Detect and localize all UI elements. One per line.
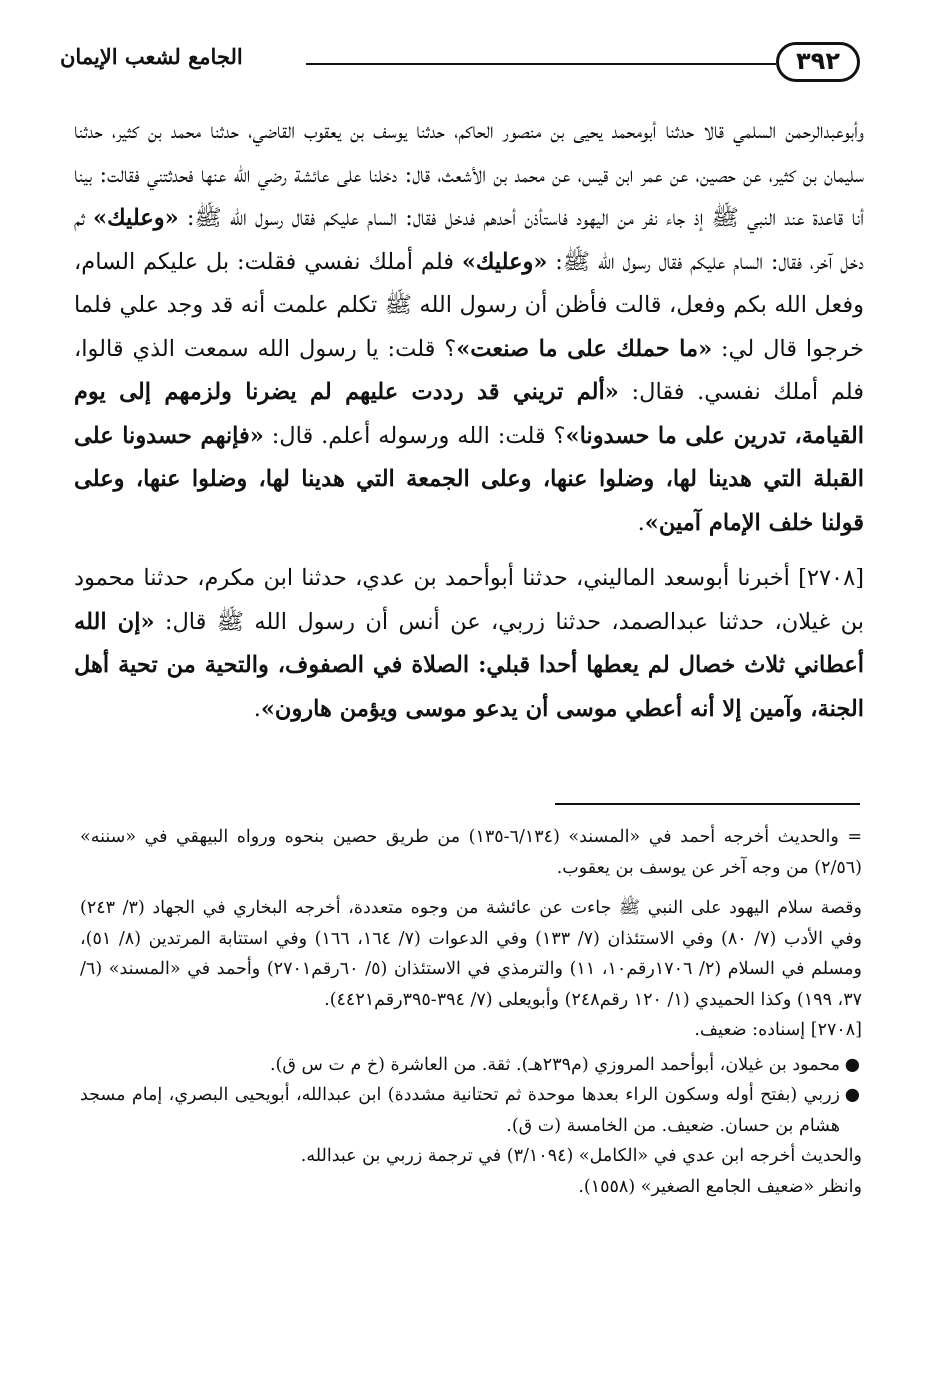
narration-text: .	[253, 695, 261, 722]
narration-text: وأبوعبدالرحمن السلمي قالا حدثنا أبومحمد يحيى بن منصور الحاكم، حدثنا يوسف بن يعقوب القاضي، حدثنا محمد بن كثير، حدثنا سليمان بن كثير، عن حصين، عن عمر ابن قيس، عن محمد بن الأشعث، قال: دخلنا على عائشة رضي الله عنها فحدثتني فقالت: بينا أنا قاعدة عند النبي ﷺ إذ جاء نفر من اليهود فاستأذن أحدهم فدخل فقال: السام عليكم فقال رسول الله ﷺ:	[74, 118, 864, 231]
narration-text: ؟ قلت: يا رسول الله سمعت الذي قالوا، فلم أملك نفسي. فقال:	[74, 335, 864, 405]
footnotes	[80, 822, 862, 1202]
narration-text: ؟ قلت: الله ورسوله أعلم. قال:	[263, 422, 566, 449]
prophet-quote: «وعليك»	[93, 205, 179, 231]
footnote-paragraph: = والحديث أخرجه أحمد في «المسند» (٦/١٣٤-١٣٥) من طريق حصين بنحوه ورواه البيهقي في «سننه» (٢/٥٦) من وجه آخر عن يوسف بن يعقوب.	[80, 827, 862, 878]
hadith-continuation-paragraph	[74, 110, 864, 545]
bullet-icon: ●	[844, 1085, 860, 1105]
narrator-item	[80, 1080, 860, 1141]
hadith-number: [٢٧٠٨]	[798, 565, 864, 591]
footnote-paragraph: وانظر «ضعيف الجامع الصغير» (١٥٥٨).	[578, 1176, 862, 1197]
hadith-paragraph	[74, 557, 864, 731]
prophet-quote: «وعليك»	[461, 248, 548, 275]
narrator-item	[80, 1050, 860, 1081]
prophet-quote: «فإنهم حسدونا على القبلة التي هدينا لها، وضلوا عنها، وعلى الجمعة التي هدينا لها، وضلوا عنها، وعلى قولنا خلف الإمام آمين»	[74, 422, 864, 536]
prophet-quote: «ألم تريني قد رددت عليهم لم يضرنا ولزمهم إلى يوم القيامة، تدرين على ما حسدونا»	[74, 379, 864, 449]
narration-text: .	[637, 509, 645, 536]
main-text	[74, 110, 864, 731]
footnote-paragraph: وقصة سلام اليهود على النبي ﷺ جاءت عن عائشة من وجوه متعددة، أخرجه البخاري في الجهاد (٣/ ٢٤٣) وفي الأدب (٧/ ٨٠) وفي الاستئذان (٧/ ١٣٣) وفي الدعوات (٧/ ١٦٤، ١٦٦) وفي استتابة المرتدين (٨/ ٥١)، ومسلم في السلام (٢/ ١٧٠٦رقم١٠، ١١) والترمذي في الاستئذان (٥/ ٦٠رقم٢٧٠١) وأحمد في «المسند» (٦/ ٣٧، ١٩٩) وكذا الحميدي (١/ ١٢٠ رقم٢٤٨) وأبويعلى (٧/ ٣٩٤-٣٩٥رقم٤٤٢١).	[80, 898, 863, 1010]
footnote-paragraph: والحديث أخرجه ابن عدي في «الكامل» (٣/١٠٩٤) في ترجمة زربي بن عبدالله.	[300, 1146, 862, 1166]
running-title: الجامع لشعب الإيمان	[60, 44, 243, 69]
footnote-separator	[555, 803, 860, 805]
isnad-label: [٢٧٠٨] إسناده: ضعيف.	[694, 1020, 862, 1040]
page-number: ٣٩٢	[776, 42, 860, 82]
narration-text: ثم دخل آخر، فقال: السام عليكم فقال رسول الله ﷺ:	[74, 205, 864, 275]
narration-text: أخبرنا أبوسعد الماليني، حدثنا أبوأحمد بن عدي، حدثنا ابن مكرم، حدثنا محمود بن غيلان، حدثنا عبدالصمد، حدثنا زربي، عن أنس أن رسول الله ﷺ قال:	[74, 565, 864, 635]
prophet-quote: «إن الله أعطاني ثلاث خصال لم يعطها أحدا قبلي: الصلاة في الصفوف، والتحية من تحية أهل الجنة، وآمين إلا أنه أعطي موسى أن يدعو موسى ويؤمن هارون»	[74, 608, 864, 722]
narration-text: فلم أملك نفسي فقلت: بل عليكم السام، وفعل الله بكم وفعل، قالت فأظن أن رسول الله ﷺ تكلم علمت أنه قد وجد علي فلما خرجوا قال لي:	[74, 248, 864, 362]
narrator-text: محمود بن غيلان، أبوأحمد المروزي (م٢٣٩هـ). ثقة. من العاشرة (خ م ت س ق).	[269, 1054, 840, 1075]
narrator-text: زربي (بفتح أوله وسكون الراء بعدها موحدة ثم تحتانية مشددة) ابن عبدالله، أبويحيى البصري، إمام مسجد هشام بن حسان. ضعيف. من الخامسة (ت ق).	[80, 1085, 840, 1136]
header-rule	[306, 63, 776, 65]
narrator-list	[80, 1050, 862, 1142]
prophet-quote: «ما حملك على ما صنعت»	[456, 335, 713, 362]
bullet-icon: ●	[844, 1054, 860, 1075]
page-header	[60, 38, 860, 94]
